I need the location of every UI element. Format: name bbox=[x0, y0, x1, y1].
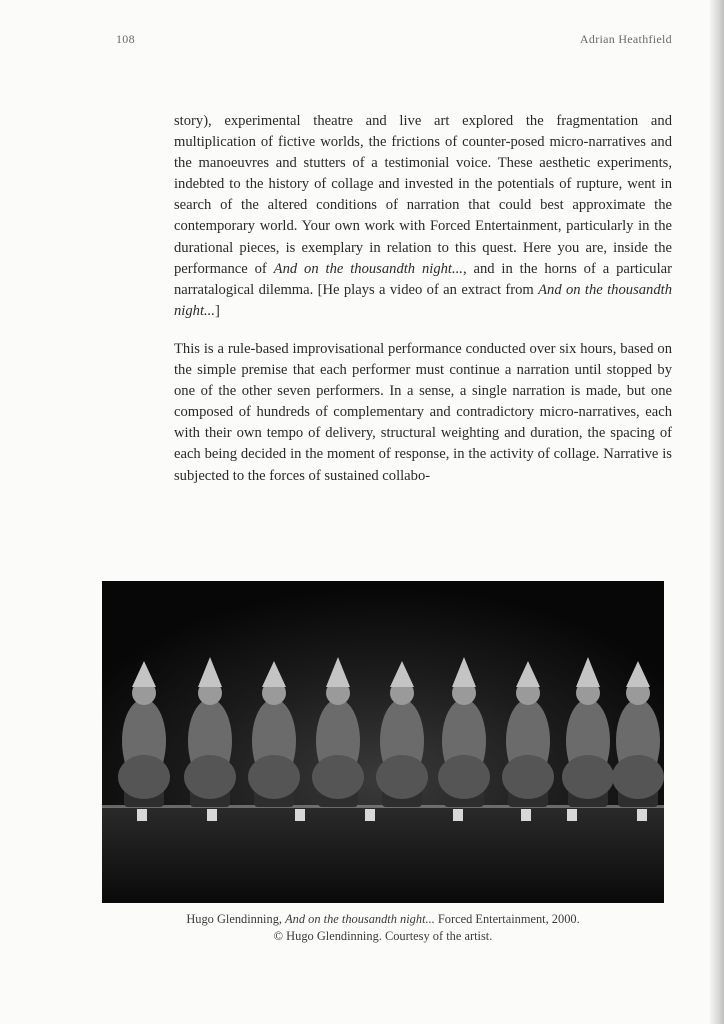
performer-legs bbox=[184, 755, 236, 799]
caption-company: Forced Entertainment, 2000. bbox=[434, 912, 580, 926]
paragraph-1-text-b: , and in the horns of a particular narratalogical dilemma. [He plays a video of an extract from bbox=[174, 260, 672, 298]
performer-legs bbox=[438, 755, 490, 799]
performance-photo bbox=[102, 581, 664, 903]
performer-legs bbox=[118, 755, 170, 799]
performer-legs bbox=[312, 755, 364, 799]
performer-legs bbox=[248, 755, 300, 799]
footlight bbox=[453, 809, 463, 821]
footlight bbox=[521, 809, 531, 821]
caption-title: And on the thousandth night... bbox=[285, 912, 435, 926]
performer-legs bbox=[502, 755, 554, 799]
page-number: 108 bbox=[116, 32, 135, 46]
footlight bbox=[295, 809, 305, 821]
paragraph-2: This is a rule-based improvisational performance conducted over six hours, based on the simple premise that each performer must continue a narration until stopped by one of the other seven performers. In a sense, a single narration is made, but one composed of hundreds of complementary and contradictory micro-narratives, each with their own tempo of delivery, structural weighting and duration, the spacing of each being decided in the moment of response, in the activity of collage. Narrative is subjected to the forces of sustained collabo- bbox=[174, 340, 672, 484]
caption-credit: Hugo Glendinning, bbox=[186, 912, 286, 926]
paragraph-1-text-a: story), experimental theatre and live art explored the fragmentation and multiplication of fictive worlds, the frictions of counter-posed micro-narratives and the manoeuvres and stutters of a testimonial voice. These aesthetic experiments, indebted to the history of collage and invested in the potentials of rupture, went in search of the altered conditions of narration that could best approximate the contemporary world. Your own work with Forced Entertainment, particularly in the durational pieces, is exemplary in relation to this quest. Here you are, inside the performance of bbox=[174, 113, 672, 277]
body-text bbox=[174, 111, 672, 487]
performer-legs bbox=[376, 755, 428, 799]
footlight bbox=[365, 809, 375, 821]
paragraph-1 bbox=[174, 111, 672, 322]
caption-line-1 bbox=[102, 911, 664, 928]
footlight bbox=[137, 809, 147, 821]
work-title: And on the thousandth night... bbox=[174, 281, 672, 319]
performance-photo-image bbox=[102, 581, 664, 903]
performer-legs bbox=[612, 755, 664, 799]
performer-legs bbox=[562, 755, 614, 799]
paragraph-1-text-c: ] bbox=[214, 302, 220, 319]
footlight bbox=[207, 809, 217, 821]
page-edge-shadow bbox=[710, 0, 724, 1024]
footlight bbox=[637, 809, 647, 821]
caption-line-2: © Hugo Glendinning. Courtesy of the artist. bbox=[273, 929, 493, 943]
footlight bbox=[567, 809, 577, 821]
running-head-author: Adrian Heathfield bbox=[579, 32, 672, 46]
figure-caption bbox=[102, 911, 664, 945]
work-title: And on the thousandth night... bbox=[273, 260, 463, 277]
